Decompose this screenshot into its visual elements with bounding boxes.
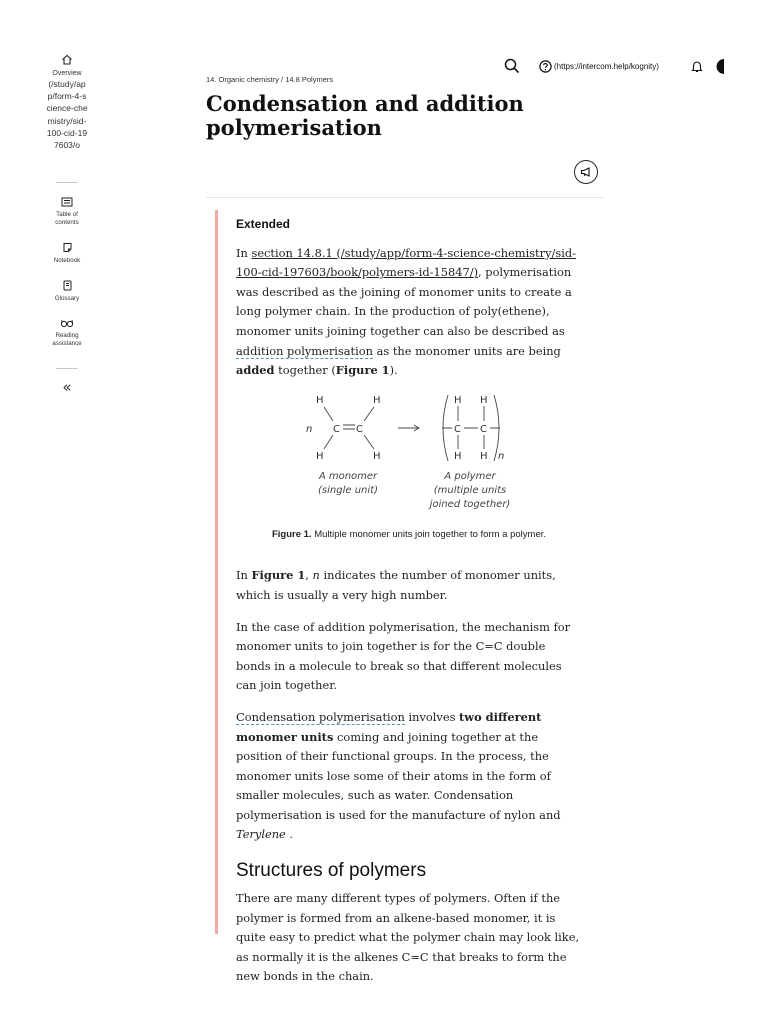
search-icon (504, 58, 520, 74)
polymerisation-diagram (236, 393, 582, 521)
caption-label: Figure 1. (271, 528, 312, 540)
sidebar-item-label: Notebook (53, 257, 81, 264)
sidebar-item-label: Overview (52, 70, 82, 77)
h-atom: H (480, 450, 488, 462)
megaphone-icon (580, 167, 592, 177)
double-chevron-left-icon: « (62, 378, 72, 396)
avatar-icon (716, 59, 724, 74)
collapse-sidebar-button[interactable] (46, 378, 88, 396)
polymer-label: (multiple units (433, 484, 507, 496)
text: . (285, 827, 294, 842)
n-symbol: n (306, 423, 313, 435)
text: , polymerisation was described as the joining of monomer units to create a long polymer chain. In the production of poly(ethene), monomer units joining together can also be described as (236, 265, 572, 338)
text: as the monomer units are being (372, 343, 561, 358)
h-atom: H (480, 394, 488, 406)
c-atom: C (333, 423, 340, 435)
help-link-text: (https://intercom.help/kognity) (554, 62, 659, 71)
text: together ( (274, 363, 336, 378)
paragraph-condensation (236, 708, 582, 845)
sidebar-overview-path: (/study/app/form-4-science-chemistry/sid-100-cid-197603/o (46, 79, 88, 151)
glossary-icon (62, 280, 73, 291)
sidebar-divider (56, 368, 78, 369)
text: coming and joining together at the position of their functional groups. In the process, the monomer units lose some of their atoms in the form of smaller molecules, such as water. Condensation polymerisation is used for the manufacture of nylon and (236, 729, 561, 822)
paragraph-structures: There are many different types of polymers. Often if the polymer is formed from an alkene-based monomer, it is quite easy to predict what the polymer chain may look like, as normally it is the alkenes C=C that breaks to form the new bonds in the chain. (236, 891, 580, 984)
text: ). (389, 363, 398, 378)
avatar[interactable] (716, 59, 724, 76)
table-of-contents-icon (61, 197, 73, 207)
h-atom: H (316, 450, 324, 462)
page-title: Condensation and addition polymerisation (206, 91, 524, 140)
glossary-term-addition-polymerisation[interactable]: addition polymerisation (236, 343, 373, 358)
article-content (236, 215, 582, 999)
sidebar-item-table-of-contents[interactable] (46, 197, 88, 227)
section-link[interactable]: section 14.8.1 (/study/app/form-4-science-chemistry/sid-100-cid-197603/book/polymers-id-15847/) (236, 245, 576, 280)
monomer-label: (single unit) (318, 484, 378, 496)
h-atom: H (316, 394, 324, 406)
text: indicates the number of monomer units, which is usually a very high number. (236, 568, 556, 602)
figure-reference: Figure 1 (251, 568, 306, 583)
notifications-button[interactable] (691, 60, 703, 75)
breadcrumb[interactable]: 14. Organic chemistry / 14.8 Polymers (206, 75, 334, 84)
sidebar-item-label: Glossary (54, 295, 80, 302)
italic-text: Terylene (236, 827, 286, 842)
figure-1 (236, 393, 582, 521)
text: In (236, 568, 252, 583)
paragraph-n-explanation (236, 566, 582, 605)
polymer-label: A polymer (444, 470, 496, 482)
home-icon (61, 54, 73, 65)
text: In (236, 245, 252, 260)
sidebar-item-glossary[interactable] (46, 280, 88, 303)
monomer-label: A monomer (318, 470, 378, 482)
c-atom: C (480, 423, 487, 435)
figure-reference: Figure 1 (335, 363, 390, 378)
bell-icon (691, 60, 703, 73)
glasses-icon (60, 318, 74, 328)
bold-text: two different monomer units (236, 709, 542, 744)
extended-accent-bar (215, 210, 218, 934)
announcement-button[interactable] (574, 160, 598, 184)
sidebar-item-label: Reading assistance (52, 332, 82, 347)
glossary-term-condensation-polymerisation[interactable]: Condensation polymerisation (236, 709, 405, 724)
h-atom: H (454, 394, 462, 406)
sidebar-item-label: Table of contents (55, 211, 79, 226)
c-atom: C (356, 423, 363, 435)
n-symbol: n (498, 450, 505, 462)
header-divider (206, 197, 604, 198)
figure-caption (236, 525, 582, 545)
bold-text: added (236, 363, 275, 378)
caption-text: Multiple monomer units join together to form a polymer. (311, 528, 547, 540)
h-atom: H (373, 450, 381, 462)
help-icon (539, 60, 552, 73)
notebook-icon (62, 242, 73, 253)
c-atom: C (454, 423, 461, 435)
paragraph-addition-mechanism: In the case of addition polymerisation, the mechanism for monomer units to join together is for the C=C double bonds in a molecule to break so that different molecules can join together. (236, 619, 571, 693)
h-atom: H (373, 394, 381, 406)
italic-n: n (312, 568, 320, 583)
text: , (305, 568, 313, 583)
sidebar-item-notebook[interactable] (46, 242, 88, 265)
help-link[interactable] (539, 60, 659, 73)
search-button[interactable] (504, 58, 520, 76)
sidebar-item-reading-assistance[interactable] (46, 318, 88, 348)
paragraph-intro (236, 244, 582, 381)
extended-label: Extended (236, 217, 291, 231)
polymer-label: joined together) (429, 498, 511, 510)
section-heading: Structures of polymers (236, 860, 427, 882)
sidebar (0, 0, 134, 1024)
sidebar-item-overview[interactable] (46, 54, 88, 163)
sidebar-divider (56, 182, 78, 183)
h-atom: H (454, 450, 462, 462)
text: involves (404, 709, 460, 724)
